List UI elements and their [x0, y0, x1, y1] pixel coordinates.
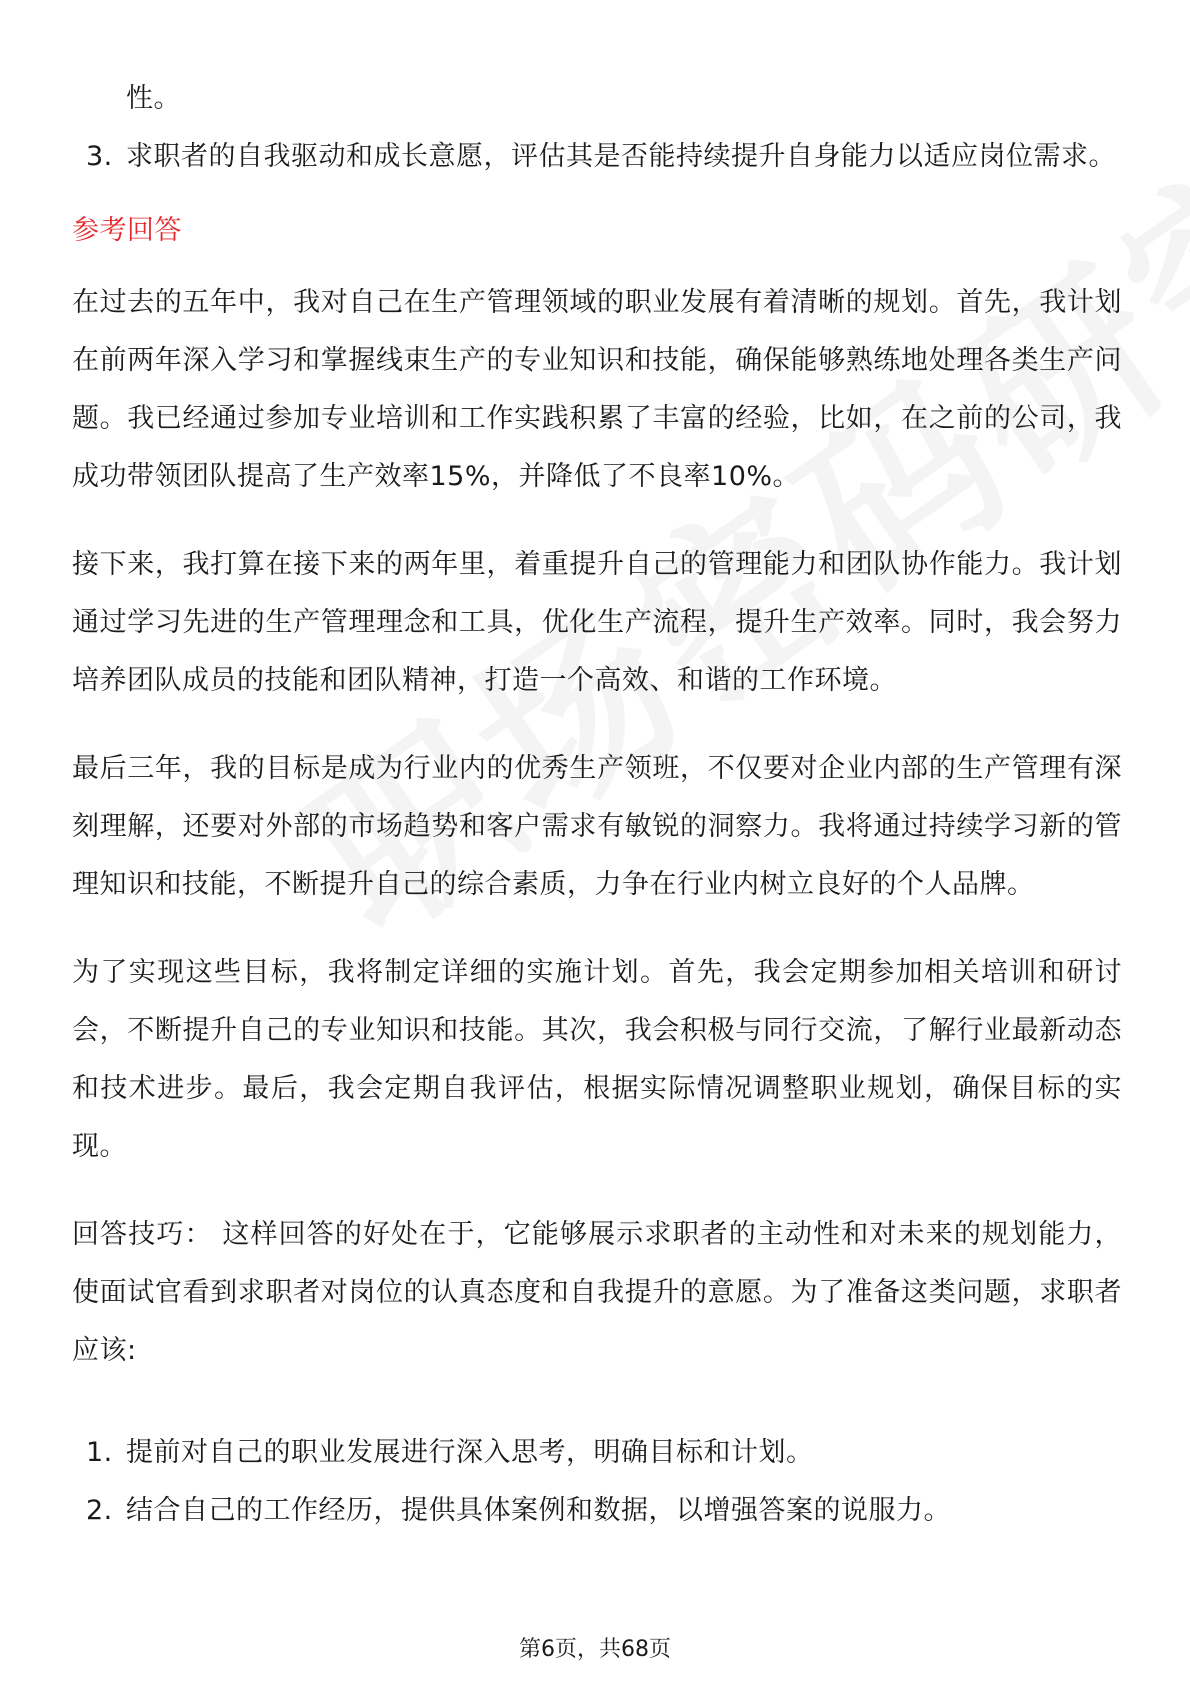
list-item-text: 求职者的自我驱动和成长意愿，评估其是否能持续提升自身能力以适应岗位需求。: [126, 141, 1116, 172]
criteria-list: [72, 128, 1122, 186]
tips-paragraph: 回答技巧： 这样回答的好处在于，它能够展示求职者的主动性和对未来的规划能力，使面试官看到求职者对岗位的认真态度和自我提升的意愿。为了准备这类问题，求职者应该:: [72, 1219, 1122, 1366]
answer-paragraph: 在过去的五年中，我对自己在生产管理领域的职业发展有着清晰的规划。首先，我计划在前两年深入学习和掌握线束生产的专业知识和技能，确保能够熟练地处理各类生产问题。我已经通过参加专业培训和工作实践积累了丰富的经验，比如，在之前的公司，我成功带领团队提高了生产效率15%，并降低了不良率10%。: [72, 287, 1122, 492]
answer-paragraph: 最后三年，我的目标是成为行业内的优秀生产领班，不仅要对企业内部的生产管理有深刻理解，还要对外部的市场趋势和客户需求有敏锐的洞察力。我将通过持续学习新的管理知识和技能，不断提升自己的综合素质，力争在行业内树立良好的个人品牌。: [72, 753, 1122, 900]
list-number: 1.: [86, 1437, 113, 1468]
page-content: [72, 70, 1122, 1540]
tips-list: [72, 1424, 1122, 1540]
list-item-continuation: 性。: [126, 83, 181, 114]
page-number-footer: 第6页，共68页: [519, 1637, 671, 1662]
list-item: [72, 1424, 1122, 1482]
section-heading: 参考回答: [72, 215, 182, 246]
list-item-text: 提前对自己的职业发展进行深入思考，明确目标和计划。: [126, 1437, 814, 1468]
list-number: 2.: [86, 1495, 113, 1526]
answer-paragraph: 接下来，我打算在接下来的两年里，着重提升自己的管理能力和团队协作能力。我计划通过学习先进的生产管理理念和工具，优化生产流程，提升生产效率。同时，我会努力培养团队成员的技能和团队精神，打造一个高效、和谐的工作环境。: [72, 549, 1122, 696]
list-item-text: 结合自己的工作经历，提供具体案例和数据，以增强答案的说服力。: [126, 1495, 951, 1526]
list-number: 3.: [86, 141, 113, 172]
list-item: [72, 1482, 1122, 1540]
list-item: [72, 128, 1122, 186]
answer-paragraph: 为了实现这些目标，我将制定详细的实施计划。首先，我会定期参加相关培训和研讨会，不断提升自己的专业知识和技能。其次，我会积极与同行交流，了解行业最新动态和技术进步。最后，我会定期自我评估，根据实际情况调整职业规划，确保目标的实现。: [72, 957, 1122, 1162]
